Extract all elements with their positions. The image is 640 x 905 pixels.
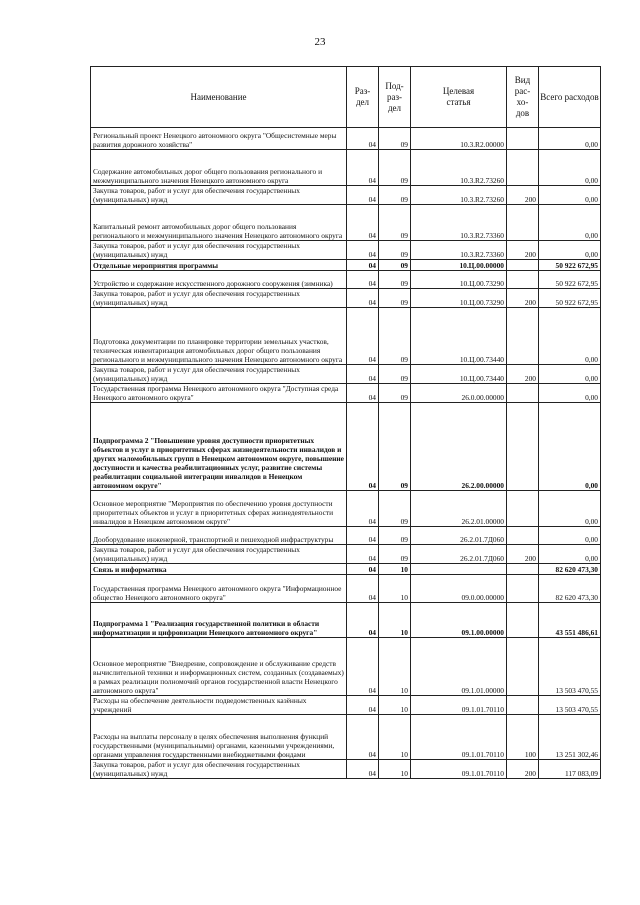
- row-name: Отдельные мероприятия программы: [91, 260, 347, 271]
- row-section: 04: [347, 491, 379, 527]
- row-kind: [507, 260, 539, 271]
- row-section: 04: [347, 564, 379, 575]
- row-kind: [507, 271, 539, 289]
- row-target: 10.Ц.00.00000: [411, 260, 507, 271]
- row-name: Содержание автомобильных дорог общего пользования регионального и межмуниципального значения Ненецкого автономного округа: [91, 150, 347, 186]
- row-name: Закупка товаров, работ и услуг для обеспечения государственных (муниципальных) нужд: [91, 241, 347, 260]
- row-target: 09.1.01.70110: [411, 715, 507, 760]
- row-kind: 200: [507, 241, 539, 260]
- row-section: 04: [347, 545, 379, 564]
- row-subsection: 09: [379, 527, 411, 545]
- row-name: Государственная программа Ненецкого автономного округа "Информационное общество Ненецкого автономного округа": [91, 575, 347, 603]
- row-total: 50 922 672,95: [539, 271, 601, 289]
- row-name: Подготовка документации по планировке территории земельных участков, техническая инвентаризация автомобильных дорог общего пользования регионального и межмуниципального значения Ненецкого автономного округа: [91, 308, 347, 365]
- table-row: [91, 638, 601, 696]
- row-subsection: 10: [379, 603, 411, 638]
- row-target: 10.3.R2.73360: [411, 241, 507, 260]
- row-section: 04: [347, 186, 379, 205]
- table-row: [91, 289, 601, 308]
- row-kind: [507, 603, 539, 638]
- row-name: Устройство и содержание искусственного дорожного сооружения (зимника): [91, 271, 347, 289]
- row-subsection: 10: [379, 575, 411, 603]
- table-row: [91, 564, 601, 575]
- table-row: [91, 545, 601, 564]
- row-total: 13 251 302,46: [539, 715, 601, 760]
- row-subsection: 10: [379, 715, 411, 760]
- row-subsection: 09: [379, 308, 411, 365]
- table-header-row: [91, 67, 601, 128]
- row-kind: [507, 575, 539, 603]
- row-name: Связь и информатика: [91, 564, 347, 575]
- row-target: 10.3.R2.00000: [411, 128, 507, 150]
- row-total: 50 922 672,95: [539, 289, 601, 308]
- row-section: 04: [347, 760, 379, 779]
- row-subsection: 09: [379, 491, 411, 527]
- row-subsection: 10: [379, 760, 411, 779]
- table-row: [91, 260, 601, 271]
- row-total: 0,00: [539, 205, 601, 241]
- row-section: 04: [347, 205, 379, 241]
- header-subsection: Под- раз- дел: [379, 67, 411, 128]
- row-section: 04: [347, 638, 379, 696]
- row-name: Закупка товаров, работ и услуг для обеспечения государственных (муниципальных) нужд: [91, 186, 347, 205]
- row-subsection: 09: [379, 403, 411, 491]
- row-kind: 200: [507, 365, 539, 384]
- header-section: Раз- дел: [347, 67, 379, 128]
- row-section: 04: [347, 603, 379, 638]
- row-total: 50 922 672,95: [539, 260, 601, 271]
- row-total: 0,00: [539, 527, 601, 545]
- table-row: [91, 150, 601, 186]
- table-row: [91, 696, 601, 715]
- table-row: [91, 365, 601, 384]
- row-target: 10.3.R2.73360: [411, 205, 507, 241]
- row-name: Дооборудование инженерной, транспортной и пешеходной инфраструктуры: [91, 527, 347, 545]
- table-row: [91, 205, 601, 241]
- row-subsection: 09: [379, 205, 411, 241]
- row-name: Основное мероприятие "Внедрение, сопровождение и обслуживание средств вычислительной техники и информационных систем, созданных (создаваемых) в рамках реализации полномочий органов государственной власти Ненецкого автономного округа": [91, 638, 347, 696]
- row-subsection: 09: [379, 271, 411, 289]
- row-subsection: 09: [379, 384, 411, 403]
- row-section: 04: [347, 527, 379, 545]
- row-total: 0,00: [539, 491, 601, 527]
- row-kind: [507, 150, 539, 186]
- row-section: 04: [347, 715, 379, 760]
- table-row: [91, 271, 601, 289]
- row-kind: [507, 696, 539, 715]
- row-kind: [507, 527, 539, 545]
- row-kind: [507, 564, 539, 575]
- row-subsection: 10: [379, 638, 411, 696]
- row-section: 04: [347, 575, 379, 603]
- table-row: [91, 241, 601, 260]
- row-target: 09.1.01.70110: [411, 760, 507, 779]
- table-row: [91, 603, 601, 638]
- table-row: [91, 186, 601, 205]
- row-subsection: 09: [379, 260, 411, 271]
- row-kind: [507, 128, 539, 150]
- header-total: Всего расходов: [539, 67, 601, 128]
- row-subsection: 09: [379, 150, 411, 186]
- row-subsection: 09: [379, 241, 411, 260]
- row-kind: 200: [507, 186, 539, 205]
- row-name: Расходы на выплаты персоналу в целях обеспечения выполнения функций государственными (муниципальными) органами, казенными учреждениями, органами управления государственными внебюджетными фондами: [91, 715, 347, 760]
- row-section: 04: [347, 150, 379, 186]
- row-total: 13 503 470,55: [539, 638, 601, 696]
- row-section: 04: [347, 241, 379, 260]
- row-total: 0,00: [539, 308, 601, 365]
- row-kind: 100: [507, 715, 539, 760]
- header-name: Наименование: [91, 67, 347, 128]
- header-target: Целевая статья: [411, 67, 507, 128]
- row-kind: [507, 384, 539, 403]
- row-section: 04: [347, 384, 379, 403]
- row-name: Закупка товаров, работ и услуг для обеспечения государственных (муниципальных) нужд: [91, 365, 347, 384]
- row-total: 82 620 473,30: [539, 564, 601, 575]
- row-subsection: 09: [379, 128, 411, 150]
- row-total: 117 083,09: [539, 760, 601, 779]
- row-kind: 200: [507, 760, 539, 779]
- row-target: 26.2.01.00000: [411, 491, 507, 527]
- row-section: 04: [347, 128, 379, 150]
- row-name: Региональный проект Ненецкого автономного округа "Общесистемные меры развития дорожного хозяйства": [91, 128, 347, 150]
- row-target: 09.0.00.00000: [411, 575, 507, 603]
- row-kind: [507, 638, 539, 696]
- row-name: Подпрограмма 1 "Реализация государственной политики в области информатизации и цифровизации Ненецкого автономного округа": [91, 603, 347, 638]
- row-target: 26.2.01.7Д060: [411, 545, 507, 564]
- table-body: [91, 128, 601, 779]
- row-target: 10.3.R2.73260: [411, 150, 507, 186]
- row-target: 26.2.00.00000: [411, 403, 507, 491]
- table-row: [91, 384, 601, 403]
- row-name: Подпрограмма 2 "Повышение уровня доступности приоритетных объектов и услуг в приоритетных сферах жизнедеятельности инвалидов и других маломобильных групп в Ненецком автономном округе, повышение доступности и качества реабилитационных услуг, развитие системы реабилитации социальной интеграции инвалидов в Ненецком автономном округе": [91, 403, 347, 491]
- row-kind: 200: [507, 545, 539, 564]
- row-name: Закупка товаров, работ и услуг для обеспечения государственных (муниципальных) нужд: [91, 760, 347, 779]
- row-section: 04: [347, 403, 379, 491]
- row-total: 0,00: [539, 403, 601, 491]
- row-target: 10.Ц.00.73440: [411, 365, 507, 384]
- row-total: 43 551 486,61: [539, 603, 601, 638]
- row-kind: 200: [507, 289, 539, 308]
- row-subsection: 09: [379, 545, 411, 564]
- row-total: 82 620 473,30: [539, 575, 601, 603]
- row-target: 09.1.01.70110: [411, 696, 507, 715]
- table-row: [91, 128, 601, 150]
- row-section: 04: [347, 271, 379, 289]
- row-name: Государственная программа Ненецкого автономного округа "Доступная среда Ненецкого автономного округа": [91, 384, 347, 403]
- row-target: 10.Ц.00.73290: [411, 289, 507, 308]
- row-name: Закупка товаров, работ и услуг для обеспечения государственных (муниципальных) нужд: [91, 545, 347, 564]
- row-total: 0,00: [539, 241, 601, 260]
- row-total: 0,00: [539, 365, 601, 384]
- row-subsection: 10: [379, 564, 411, 575]
- row-target: 26.0.00.00000: [411, 384, 507, 403]
- table-row: [91, 308, 601, 365]
- row-total: 0,00: [539, 186, 601, 205]
- row-target: 10.3.R2.73260: [411, 186, 507, 205]
- row-target: 09.1.00.00000: [411, 603, 507, 638]
- row-target: 26.2.01.7Д060: [411, 527, 507, 545]
- row-subsection: 09: [379, 289, 411, 308]
- row-target: 09.1.01.00000: [411, 638, 507, 696]
- row-kind: [507, 205, 539, 241]
- table-row: [91, 527, 601, 545]
- row-total: 0,00: [539, 128, 601, 150]
- row-section: 04: [347, 289, 379, 308]
- page-number: 23: [314, 36, 326, 48]
- table-row: [91, 760, 601, 779]
- row-kind: [507, 403, 539, 491]
- table-row: [91, 491, 601, 527]
- table-row: [91, 715, 601, 760]
- row-kind: [507, 308, 539, 365]
- header-kind: Вид рас- хо- дов: [507, 67, 539, 128]
- row-subsection: 09: [379, 365, 411, 384]
- table-row: [91, 575, 601, 603]
- row-name: Капитальный ремонт автомобильных дорог общего пользования регионального и межмуниципального значения Ненецкого автономного округа: [91, 205, 347, 241]
- row-total: 0,00: [539, 384, 601, 403]
- row-name: Закупка товаров, работ и услуг для обеспечения государственных (муниципальных) нужд: [91, 289, 347, 308]
- row-target: [411, 564, 507, 575]
- row-total: 13 503 470,55: [539, 696, 601, 715]
- row-target: 10.Ц.00.73290: [411, 271, 507, 289]
- table-row: [91, 403, 601, 491]
- budget-table: [90, 66, 601, 779]
- row-subsection: 10: [379, 696, 411, 715]
- row-subsection: 09: [379, 186, 411, 205]
- row-section: 04: [347, 696, 379, 715]
- row-name: Основное мероприятие "Мероприятия по обеспечению уровня доступности приоритетных объектов и услуг в приоритетных сферах жизнедеятельности инвалидов в Ненецком автономном округе": [91, 491, 347, 527]
- row-target: 10.Ц.00.73440: [411, 308, 507, 365]
- row-name: Расходы на обеспечение деятельности подведомственных казённых учреждений: [91, 696, 347, 715]
- row-kind: [507, 491, 539, 527]
- row-section: 04: [347, 260, 379, 271]
- row-total: 0,00: [539, 150, 601, 186]
- row-total: 0,00: [539, 545, 601, 564]
- row-section: 04: [347, 365, 379, 384]
- row-section: 04: [347, 308, 379, 365]
